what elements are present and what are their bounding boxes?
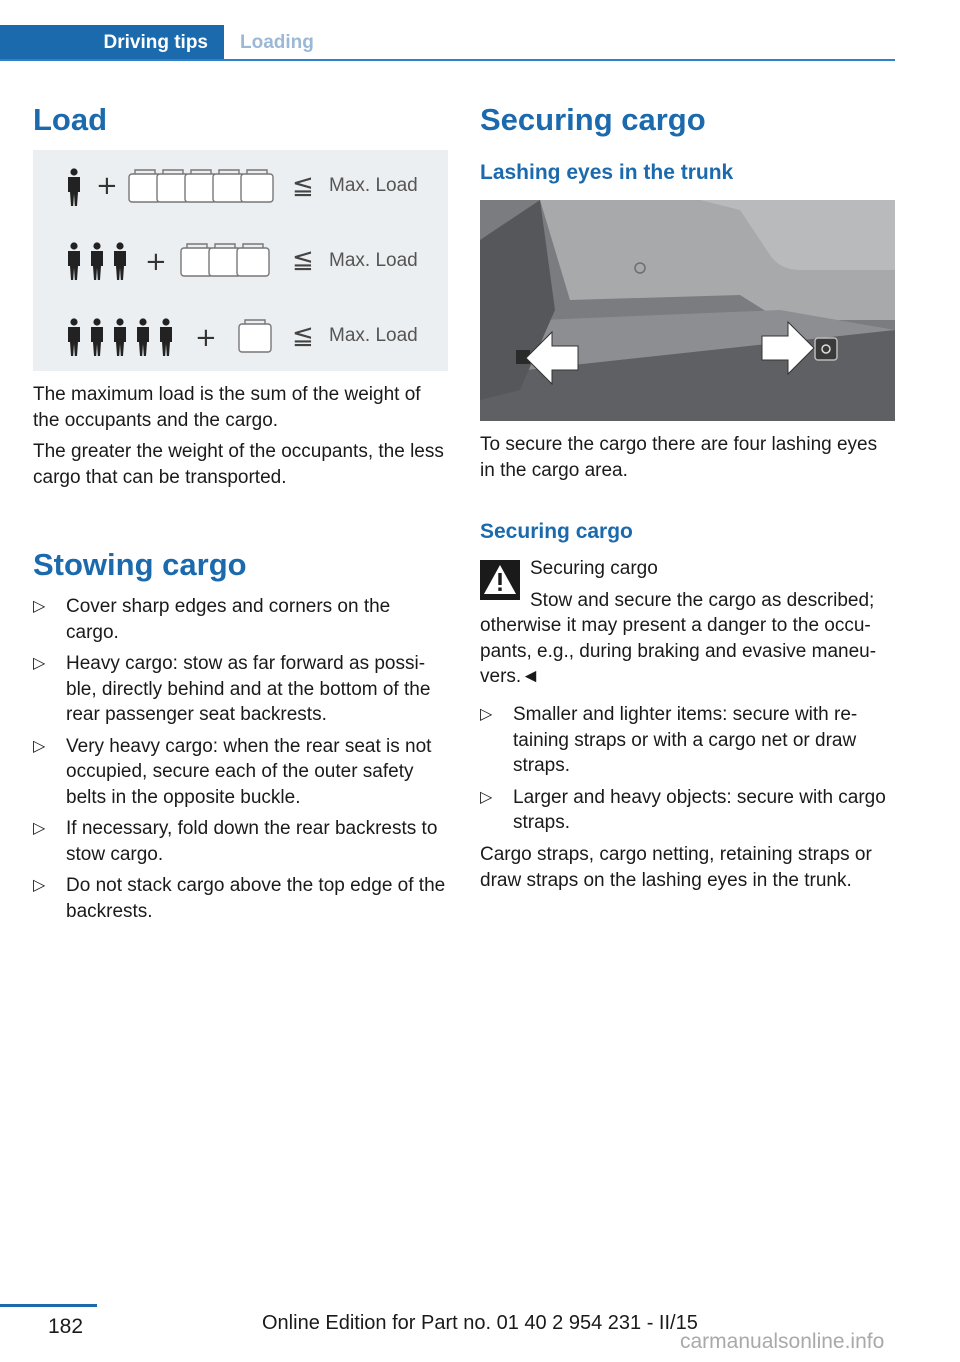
row-1: [68, 168, 418, 206]
page-number: 182: [48, 1315, 84, 1338]
list-item: ▷ If necessary, fold down the rear backrests to stow cargo.: [33, 818, 438, 865]
list-item: ▷ Cover sharp edges and corners on the cargo.: [33, 596, 391, 643]
stowing-list: [33, 594, 448, 930]
load-paragraph-2: The greater the weight of the occupants, the less cargo that can be transported.: [33, 441, 444, 488]
list-item: ▷ Do not stack cargo above the top edge of the backrests.: [33, 875, 446, 922]
max-load-label-1: Max. Load: [329, 175, 418, 196]
max-load-figure: [33, 150, 448, 371]
list-item: ▷ Very heavy cargo: when the rear seat is not occupied, secure each of the outer safety belts in the opposite buckle.: [33, 735, 432, 808]
securing-heading: Securing cargo: [480, 102, 706, 137]
trunk-photo: [480, 200, 895, 421]
lashing-paragraph: To secure the cargo there are four lashing eyes in the cargo area.: [480, 434, 878, 481]
warning-icon: [480, 560, 520, 600]
max-load-illustration: [33, 150, 448, 371]
subsection-tab: [240, 25, 314, 61]
svg-text:+: +: [145, 247, 167, 277]
warning-text: otherwise it may present a danger to the occu‐pants, e.g., during braking and evasive maneu‐vers.◄: [480, 615, 877, 687]
load-paragraph-1: The maximum load is the sum of the weight of the occupants and the cargo.: [33, 384, 421, 431]
section-tab: [0, 25, 224, 61]
row-3: [68, 318, 418, 356]
warning-line-1: Stow and secure the cargo as described;: [530, 590, 875, 611]
triangle-bullet-icon: ▷: [480, 706, 493, 723]
triangle-bullet-icon: ▷: [33, 655, 46, 672]
warning-title: Securing cargo: [530, 558, 658, 579]
row-2: [68, 242, 418, 280]
triangle-bullet-icon: ▷: [33, 820, 46, 837]
svg-text:+: +: [96, 171, 118, 201]
triangle-bullet-icon: ▷: [480, 788, 493, 806]
svg-text:≦: ≦: [292, 321, 314, 351]
footer-rule: [0, 1304, 97, 1307]
svg-text:≦: ≦: [292, 171, 314, 201]
securing-subheading: Securing cargo: [480, 520, 633, 543]
list-item: ▷ Heavy cargo: stow as far forward as possi‐ble, directly behind and at the bottom of the rear passenger seat backrests.: [33, 653, 431, 725]
watermark: carmanualsonline.info: [680, 1330, 885, 1353]
list-item: ▷ Larger and heavy objects: secure with cargo straps.: [480, 786, 886, 833]
stowing-heading: Stowing cargo: [33, 547, 247, 582]
trunk-illustration: [480, 200, 895, 421]
list-item: ▷ Smaller and lighter items: secure with re‐taining straps or with a cargo net or draw straps.: [480, 704, 858, 776]
securing-list: [480, 702, 895, 842]
max-load-label-3: Max. Load: [329, 325, 418, 346]
triangle-bullet-icon: ▷: [33, 877, 46, 894]
subsection-label: Loading: [240, 32, 314, 53]
header-rule: [0, 59, 895, 61]
svg-text:+: +: [195, 323, 217, 353]
lashing-subheading: Lashing eyes in the trunk: [480, 161, 734, 184]
edition-text: Online Edition for Part no. 01 40 2 954 231 - II/15: [262, 1312, 698, 1334]
max-load-label-2: Max. Load: [329, 250, 418, 271]
section-label: Driving tips: [103, 32, 208, 53]
load-heading: Load: [33, 102, 108, 137]
svg-text:≦: ≦: [292, 245, 314, 275]
triangle-bullet-icon: ▷: [33, 737, 46, 755]
triangle-bullet-icon: ▷: [33, 598, 46, 615]
final-paragraph: Cargo straps, cargo netting, retaining straps or draw straps on the lashing eyes in the trunk.: [480, 844, 872, 891]
